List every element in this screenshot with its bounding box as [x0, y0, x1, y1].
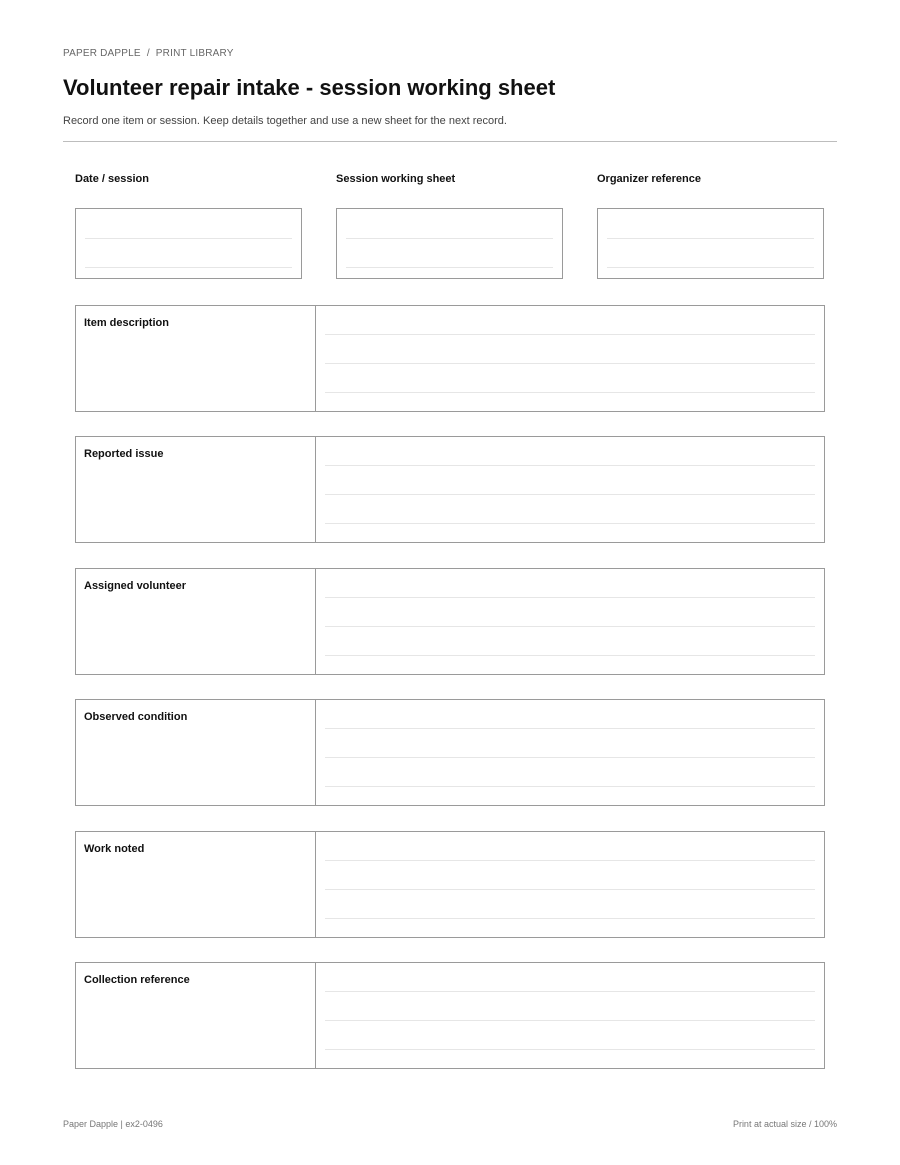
date-session-field[interactable] [75, 208, 302, 279]
breadcrumb [63, 48, 234, 59]
reported-issue-section [75, 436, 825, 543]
section-label-cell [76, 832, 316, 937]
section-label-cell [76, 700, 316, 805]
writing-line [325, 597, 815, 598]
breadcrumb-item-publisher: PAPER DAPPLE [63, 48, 141, 59]
reported-issue-field[interactable] [316, 437, 824, 542]
page-subtitle: Record one item or session. Keep details together and use a new sheet for the next record. [63, 115, 507, 127]
writing-line [325, 392, 815, 393]
collection-reference-label: Collection reference [84, 974, 190, 986]
writing-line [325, 465, 815, 466]
reported-issue-label: Reported issue [84, 448, 164, 460]
writing-line [325, 757, 815, 758]
section-label-cell [76, 963, 316, 1068]
observed-condition-field[interactable] [316, 700, 824, 805]
writing-line [85, 238, 292, 239]
assigned-volunteer-section [75, 568, 825, 675]
assigned-volunteer-field[interactable] [316, 569, 824, 674]
page-title: Volunteer repair intake - session working sheet [63, 75, 556, 100]
writing-line [325, 728, 815, 729]
writing-line [325, 626, 815, 627]
writing-line [325, 655, 815, 656]
session-working-sheet-field[interactable] [336, 208, 563, 279]
item-description-field[interactable] [316, 306, 824, 411]
writing-line [325, 494, 815, 495]
observed-condition-section [75, 699, 825, 806]
header-divider [63, 141, 837, 142]
work-noted-section [75, 831, 825, 938]
writing-line [325, 786, 815, 787]
breadcrumb-separator: / [146, 48, 150, 59]
collection-reference-section [75, 962, 825, 1069]
writing-line [325, 1049, 815, 1050]
footer-print-note: Print at actual size / 100% [732, 1119, 837, 1129]
assigned-volunteer-label: Assigned volunteer [84, 580, 187, 592]
writing-line [325, 860, 815, 861]
organizer-reference-label: Organizer reference [597, 173, 701, 185]
item-description-section [75, 305, 825, 412]
writing-line [85, 267, 292, 268]
breadcrumb-item-library: PRINT LIBRARY [155, 48, 234, 59]
writing-line [325, 334, 815, 335]
collection-reference-field[interactable] [316, 963, 824, 1068]
footer-document-id: Paper Dapple | ex2-0496 [63, 1119, 163, 1129]
observed-condition-label: Observed condition [84, 711, 188, 723]
writing-line [346, 238, 553, 239]
writing-line [325, 523, 815, 524]
section-label-cell [76, 306, 316, 411]
work-noted-field[interactable] [316, 832, 824, 937]
writing-line [325, 918, 815, 919]
writing-line [325, 889, 815, 890]
writing-line [346, 267, 553, 268]
writing-line [325, 1020, 815, 1021]
writing-line [607, 267, 814, 268]
session-working-sheet-label: Session working sheet [336, 173, 456, 185]
item-description-label: Item description [84, 317, 169, 329]
organizer-reference-field[interactable] [597, 208, 824, 279]
section-label-cell [76, 437, 316, 542]
writing-line [325, 991, 815, 992]
section-label-cell [76, 569, 316, 674]
writing-line [325, 363, 815, 364]
writing-line [607, 238, 814, 239]
work-noted-label: Work noted [84, 843, 145, 855]
date-session-label: Date / session [75, 173, 149, 185]
